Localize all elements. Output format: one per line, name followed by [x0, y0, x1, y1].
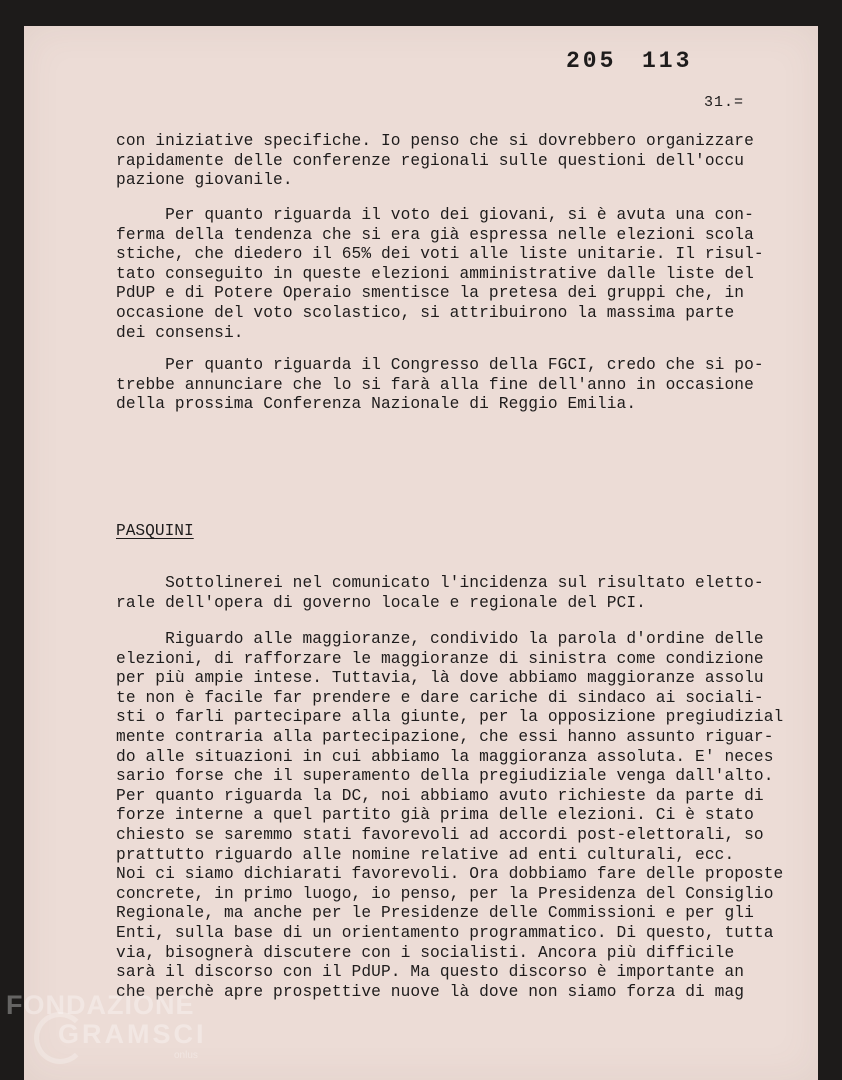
- text-line: che perchè apre prospettive nuove là dove non siamo forza di mag: [116, 982, 745, 1001]
- text-line: Enti, sulla base di un orientamento programmatico. Di questo, tutta: [116, 923, 774, 942]
- text-line: sarà il discorso con il PdUP. Ma questo discorso è importante an: [116, 963, 745, 982]
- text-line: Per quanto riguarda la DC, noi abbiamo avuto richieste da parte di: [116, 786, 764, 805]
- text-line: stiche, che diedero il 65% dei voti alle liste unitarie. Il risul-: [116, 245, 764, 264]
- paragraph-4: [116, 574, 766, 613]
- text-line: elezioni, di rafforzare le maggioranze di sinistra come condizione: [116, 649, 764, 668]
- text-line: rapidamente delle conferenze regionali sulle questioni dell'occu: [116, 151, 745, 170]
- page-number: 31.=: [704, 94, 745, 111]
- text-line: forze interne a quel partito già prima delle elezioni. Ci è stato: [116, 806, 754, 825]
- text-line: Regionale, ma anche per le Presidenze delle Commissioni e per gli: [116, 904, 754, 923]
- text-line: dei consensi.: [116, 323, 244, 342]
- text-line: ferma della tendenza che si era già espressa nelle elezioni scola: [116, 225, 754, 244]
- archive-number-a: 205: [566, 48, 617, 74]
- text-line: sario forse che il superamento della pregiudiziale venga dall'alto.: [116, 767, 774, 786]
- document-page: [24, 26, 818, 1080]
- text-line: via, bisognerà discutere con i socialisti. Ancora più difficile: [116, 943, 735, 962]
- text-line: Per quanto riguarda il Congresso della FGCI, credo che si po-: [116, 356, 764, 374]
- text-line: PdUP e di Potere Operaio smentisce la pretesa dei gruppi che, in: [116, 284, 745, 303]
- text-line: sti o farli partecipare alla giunte, per la opposizione pregiudizial: [116, 708, 784, 727]
- text-line: Riguardo alle maggioranze, condivido la parola d'ordine delle: [116, 630, 764, 648]
- text-line: chiesto se saremmo stati favorevoli ad accordi post-elettorali, so: [116, 825, 764, 844]
- archive-number-b: 113: [642, 48, 693, 74]
- text-line: con iniziative specifiche. Io penso che si dovrebbero organizzare: [116, 132, 754, 150]
- text-line: te non è facile far prendere e dare cariche di sindaco ai sociali-: [116, 688, 764, 707]
- text-line: per più ampie intese. Tuttavia, là dove abbiamo maggioranze assolu: [116, 669, 764, 688]
- watermark-line-3: onlus: [174, 1050, 198, 1061]
- text-line: tato conseguito in queste elezioni amministrative dalle liste del: [116, 264, 754, 283]
- text-line: Noi ci siamo dichiarati favorevoli. Ora dobbiamo fare delle proposte: [116, 865, 784, 884]
- text-line: prattutto riguardo alle nomine relative ad enti culturali, ecc.: [116, 845, 735, 864]
- reverse-side-bleed-through: [124, 434, 774, 473]
- text-line: rale dell'opera di governo locale e regionale del PCI.: [116, 593, 646, 612]
- watermark-fondazione-gramsci: [6, 990, 207, 1061]
- text-line: Per quanto riguarda il voto dei giovani, si è avuta una con-: [116, 206, 754, 224]
- watermark-line-1: FONDAZIONE: [6, 990, 195, 1020]
- text-line: concrete, in primo luogo, io penso, per la Presidenza del Consiglio: [116, 884, 774, 903]
- paragraph-2: [116, 206, 766, 343]
- text-line: occasione del voto scolastico, si attribuirono la massima parte: [116, 303, 735, 322]
- text-line: trebbe annunciare che lo si farà alla fine dell'anno in occasione: [116, 375, 754, 394]
- paragraph-1: [116, 132, 766, 191]
- paragraph-5: [116, 630, 784, 1002]
- watermark-line-2: GRAMSCI: [58, 1019, 207, 1049]
- paragraph-3: [116, 356, 766, 415]
- section-heading-speaker: PASQUINI: [116, 522, 194, 540]
- text-line: della prossima Conferenza Nazionale di Reggio Emilia.: [116, 395, 637, 414]
- text-line: do alle situazioni in cui abbiamo la maggioranza assoluta. E' neces: [116, 747, 774, 766]
- text-line: mente contraria alla partecipazione, che essi hanno assunto riguar-: [116, 727, 774, 746]
- text-line: Sottolinerei nel comunicato l'incidenza sul risultato eletto-: [116, 574, 764, 592]
- text-line: pazione giovanile.: [116, 171, 293, 190]
